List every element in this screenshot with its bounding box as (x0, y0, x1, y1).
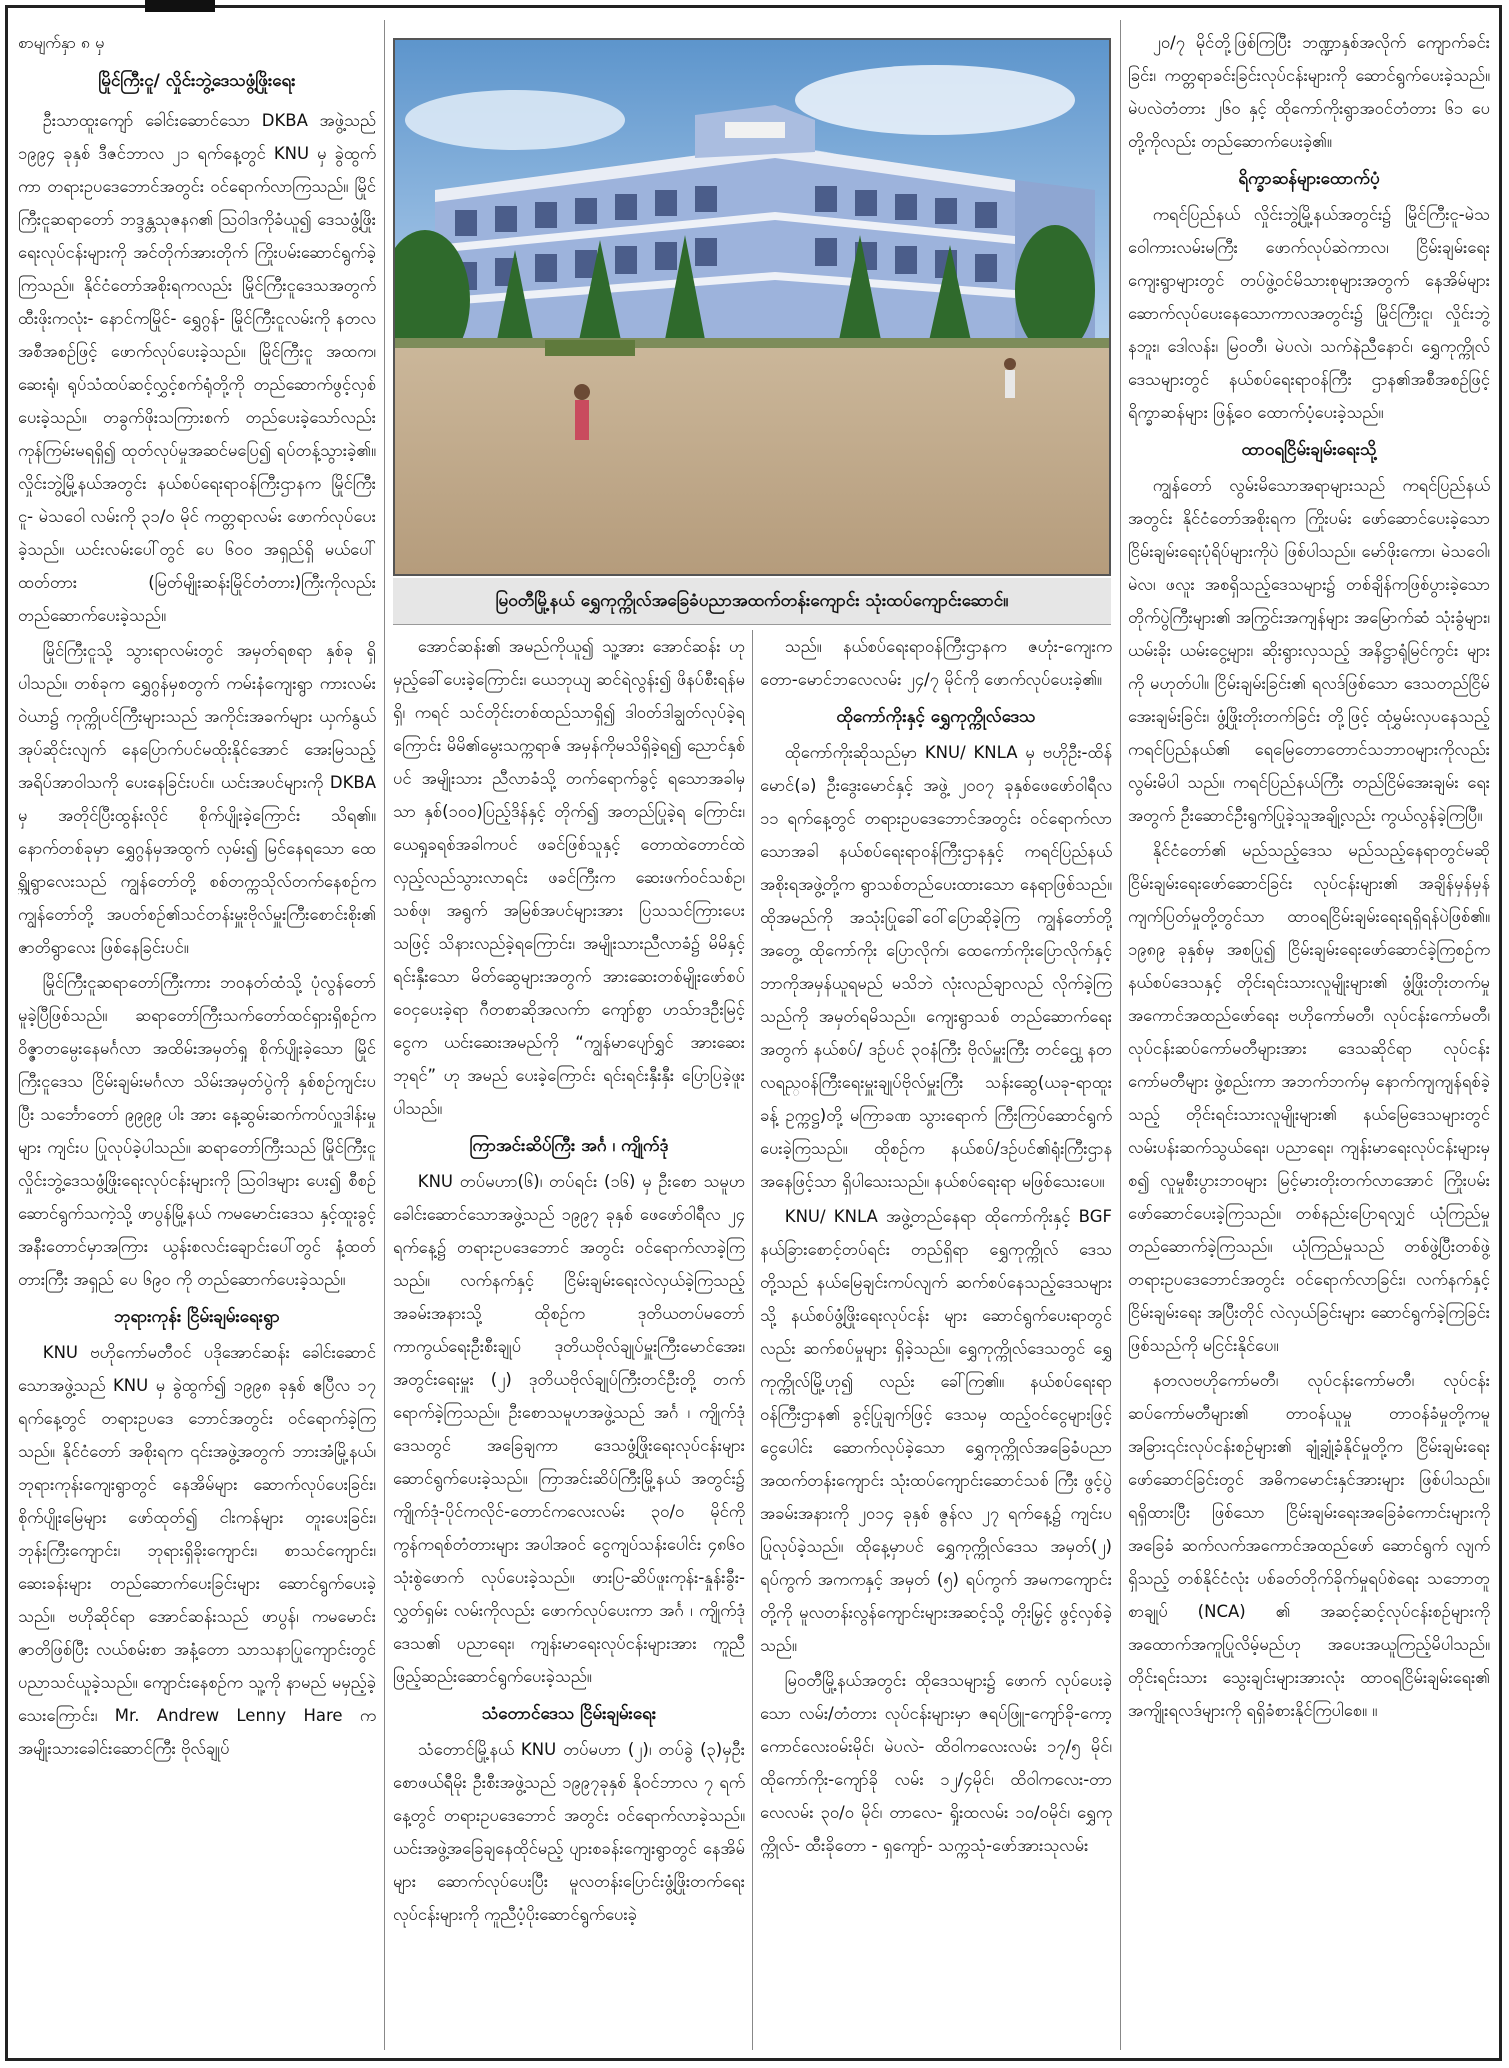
section-heading: ကြာအင်းဆိပ်ကြီး အင်္ဂ ၊ ကျိုက်ဒုံ (469, 1136, 669, 1156)
column-rule (1120, 20, 1121, 2050)
paragraph: သည်။ နယ်စပ်ရေးရာဝန်ကြီးဌာနက ဇဟုံး-ကျေးကတော-မောင်ဘလေလမ်း ၂၄/၇ မိုင်ကို ဖောက်လုပ်ပေးခဲ့၏။ (760, 637, 1112, 689)
paragraph: ထိုကော်ကိုးဆိုသည်မှာ KNU/ KNLA မှ ဗဟိုဦး-ထိန်မောင်(ခ) ဦးဒွေးမောင်နှင့် အဖွဲ့ ၂၀၀၇ ခုနှစ်ဖေဖော်ဝါရီလ ၁၁ ရက်နေ့တွင် တရားဥပဒေဘောင်အတွင်း ဝင်ရောက်လာသောအခါ နယ်စပ်ရေးရာဝန်ကြီးဌာနနှင့် ကရင်ပြည်နယ် အစိုးရအဖွဲ့တို့က ရွာသစ်တည်ပေးထားသော နေရာဖြစ်သည်။ ထိုအမည်ကို အသုံးပြုခေါ်ဝေါ်ပြောဆိုခဲ့ကြ ကျွန်တော်တို့အတွေ့ ထိုကော်ကိုး ပြောလိုက်၊ ထေကော်ကိုးပြောလိုက်နှင့် ဘာကိုအမှန်ယူရမည် မသိဘဲ လုံးလည်ချာလည် လိုက်ခဲ့ကြသည်ကို အမှတ်ရမိသည်။ ကျေးရွာသစ် တည်ဆောက်ရေး အတွက် နယ်စပ်/ ဒဉ်ပင် ၃၀နံကြီး ဗိုလ်မှူးကြီး တင်ဌွေ၊ နတလရည္ဝန်ကြီးရေးမှူးချုပ်ဗိုလ်မှူးကြီး သန်းဆွေ(ယခု-ရာထူးခန့် ဥက္ကဋ္ဌ)တို့ မကြာခဏ သွားရောက် ကြီးကြပ်ဆောင်ရွက်ပေးခဲ့ကြသည်။ ထိုစဉ်က နယ်စပ်/ဒဉ်ပင်၏ရုံးကြီးဌာနအနေဖြင့်သာ ရှိပါသေးသည်။ နယ်စပ်ရေးရာ မဖြစ်သေးပေ။ (760, 743, 1112, 1191)
section-heading: သံတောင်ဒေသ ငြိမ်းချမ်းရေး (481, 1704, 657, 1724)
paragraph: မြဝတီမြို့နယ်အတွင်း ထိုဒေသများ၌ ဖောက် လုပ်ပေးခဲ့သော လမ်း/တံတား လုပ်ငန်းများမှာ ဇရပ်ဖြူ-ကျော်ခို-ကော့ကောင်လေးဝမ်းမိုင်၊ မဲပလဲ- ထိဝါကလေးလမ်း ၁၇/၅ မိုင်၊ ထိုကော်ကိုး-ကျော်ခို လမ်း ၁၂/၄မိုင်၊ ထိဝါကလေး-တာလေလမ်း ၃၀/၀ မိုင်၊ တာလေ- ရှိုးထလမ်း ၁၀/၀မိုင်၊ ရွှေကုက္ကိုလ်- ထီးခိုတော - ရှကျော်- သက္ကသုံ-ဖော်အားသုလမ်း (760, 1671, 1112, 1855)
column-3 (760, 630, 1112, 2048)
paragraph: ဦးသာထူးကျော် ခေါင်းဆောင်သော DKBA အဖွဲ့သည် ၁၉၉၄ ခုနှစ် ဒီဇင်ဘာလ ၂၁ ရက်နေ့တွင် KNU မှ ခွဲထွက်ကာ တရားဥပဒေဘောင်အတွင်း ဝင်ရောက်လာကြသည်။ မြိုင်ကြီးငူဆရာတော် ဘဒ္ဒန္တသုဇနၵ၏ ဩဝါဒကိုခံယူ၍ ဒေသဖွံ့ဖြိုးရေးလုပ်ငန်းများကို အင်တိုက်အားတိုက် ကြိုးပမ်းဆောင်ရွက်ခဲ့ကြသည်။ နိုင်ငံတော်အစိုးရကလည်း မြိုင်ကြီးငူဒေသအတွက် ထီးဖိုးကလုံး- နောင်ကမြိုင်- ရွှေဂွန်- မြိုင်ကြီးငူလမ်းကို နတလအစီအစဉ်ဖြင့် ဖောက်လုပ်ပေးခဲ့သည်။ မြိုင်ကြီးငူ အထက၊ ဆေးရုံ၊ ရုပ်သံထပ်ဆင့်လွှင့်စက်ရုံတို့ကို တည်ဆောက်ဖွင့်လှစ်ပေးခဲ့သည်။ တခွက်ဖိုးသကြားစက် တည်ပေးခဲ့သော်လည်း ကုန်ကြမ်းမရရှိ၍ ထုတ်လုပ်မှုအဆင်မပြေ၍ ရပ်တန့်သွားခဲ့၏။ လှိုင်းဘွဲ့မြို့နယ်အတွင်း နယ်စပ်ရေးရာဝန်ကြီးဌာနက မြိုင်ကြီးငူ- မဲသဝေါ လမ်းကို ၃၁/၀ မိုင် ကတ္တရာလမ်း ဖောက်လုပ်ပေးခဲ့သည်။ ယင်းလမ်းပေါ်တွင် ပေ ၆၀၀ အရှည်ရှိ မယ်ပေါ်ထတ်တား (မြတ်မျိုးဆန်းမြိုင်တံတား)ကြီးကိုလည်း တည်ဆောက်ပေးခဲ့သည်။ (18, 111, 376, 625)
column-2 (393, 630, 745, 2048)
section-heading: ထာဝရငြိမ်းချမ်းရေးသို့ (1241, 440, 1377, 460)
paragraph: နိုင်ငံတော်၏ မည်သည့်ဒေသ မည်သည့်နေရာတွင်မဆို ငြိမ်းချမ်းရေးဖော်ဆောင်ခြင်း လုပ်ငန်းများ၏ အချိန်မှန်မှန်ကျက်ပြတ်မှုတို့တွင်သာ ထာဝရငြိမ်းချမ်းရေးရရှိရန်ပဲဖြစ်၏။ ၁၉၈၉ ခုနှစ်မှ အစပြု၍ ငြိမ်းချမ်းရေးဖော်ဆောင်ခဲ့ကြစဉ်က နယ်စပ်ဒေသနှင့် တိုင်းရင်းသားလူမျိုးများ၏ ဖွံ့ဖြိုးတိုးတက်မှု အကောင်အထည်ဖော်ရေး ဗဟိုကော်မတီ၊ လုပ်ငန်းကော်မတီ၊ လုပ်ငန်းဆပ်ကော်မတီများအား ဒေသဆိုင်ရာ လုပ်ငန်းကော်မတီများ ဖွဲ့စည်းကာ အဘက်ဘက်မှ နောက်ကျကျန်ရစ်ခဲ့သည့် တိုင်းရင်းသားလူမျိုးများ၏ နယ်မြေဒေသများတွင် လမ်းပန်းဆက်သွယ်ရေး၊ ပညာရေး၊ ကျန်းမာရေးလုပ်ငန်းများမှစ၍ လူမှုစီးပွားဘဝများ မြင့်မားတိုးတက်လာအောင် ကြိုးပမ်းဖော်ဆောင်ပေးခဲ့ကြသည်။ တစ်နည်းပြောရလျှင် ယုံကြည်မှု တည်ဆောက်ခဲ့ကြသည်။ ယုံကြည်မှုသည် တစ်ဖွဲ့ပြီးတစ်ဖွဲ့ တရားဥပဒေဘောင်အတွင်း ဝင်ရောက်လာခြင်း၊ လက်နက်နှင့် ငြိမ်းချမ်းရေး အပြီးတိုင် လဲလှယ်ခြင်းများ ဆောင်ရွက်ခဲ့ကြခြင်း ဖြစ်သည်ကို မငြင်းနိုင်ပေ။ (1128, 841, 1490, 1355)
paragraph: ကျွန်တော် လွမ်းမိသောအရာများသည် ကရင်ပြည်နယ်အတွင်း နိုင်ငံတော်အစိုးရက ကြိုးပမ်း ဖော်ဆောင်ပေးခဲ့သော ငြိမ်းချမ်းရေးပုံရိပ်များကိုပဲ ဖြစ်ပါသည်။ မော်ဖိုးကော၊ မဲသဝေါ၊ မဲလ၊ ဖလူး အစရှိသည့်ဒေသများ၌ တစ်ချိန်ကဖြစ်ပွားခဲ့သော တိုက်ပွဲကြီးများ၏ အကြွင်းအကျန်များ အမြောက်ဆံ သုံးခွံများ၊ ယမ်းခိုး ယမ်းငွေ့များ၊ ဆိုးရွားလှသည့် အနိဋ္ဌာရုံမြင်ကွင်း များကို မဟုတ်ပါ။ ငြိမ်းချမ်းခြင်း၏ ရလဒ်ဖြစ်သော ဒေသတည်ငြိမ်အေးချမ်းခြင်း၊ ဖွံ့ဖြိုးတိုးတက်ခြင်း တို့ဖြင့် ထုံမွှမ်းလှပနေသည့် ကရင်ပြည်နယ်၏ ရေမြေတောတောင်သဘာဝများကိုလည်း လွမ်းမိပါ သည်။ ကရင်ပြည်နယ်ကြီး တည်ငြိမ်အေးချမ်း ရေးအတွက် ဦးဆောင်ဦးရွက်ပြုခဲ့သူအချို့လည်း ကွယ်လွန်ခဲ့ကြပြီ။ (1128, 476, 1490, 825)
column-rule (752, 630, 753, 2050)
column-rule (384, 20, 385, 2050)
section-heading: မြိုင်ကြီးငူ/ လှိုင်းဘွဲ့ဒေသဖွံ့ဖြိုးရေး (98, 71, 296, 91)
paragraph: နတလဗဟိုကော်မတီ၊ လုပ်ငန်းကော်မတီ၊ လုပ်ငန်းဆပ်ကော်မတီများ၏ တာဝန်ယူမှု တာဝန်ခံမှုတို့ကမူ အခြား၎င်းလုပ်ငန်းစဉ်များ၏ ချုံ့ချုံ့ခံနိုင်မှုတို့က ငြိမ်းချမ်းရေးဖော်ဆောင်ခြင်းတွင် အဓိကမောင်းနှင်အားများ ဖြစ်ပါသည်။ ရရှိထားပြီး ဖြစ်သော ငြိမ်းချမ်းရေးအခြေခံကောင်းများကိုအခြေခံ ဆက်လက်အကောင်အထည်ဖော် ဆောင်ရွက် လျက်ရှိသည့် တစ်နိုင်ငံလုံး ပစ်ခတ်တိုက်ခိုက်မှုရပ်စဲရေး သဘောတူစာချုပ် (NCA) ၏ အဆင့်ဆင့်လုပ်ငန်းစဉ်များကို အထောက်အကူပြုလိမ့်မည်ဟု အပေးအယူကြည့်မိပါသည်။ တိုင်းရင်းသား သွေးချင်းများအားလုံး ထာဝရငြိမ်းချမ်းရေး၏ အကျိုးရလဒ်များကို ရရှိခံစားနိုင်ကြပါစေ။ ။ (1128, 1371, 1490, 1720)
paragraph: ၂၀/၇ မိုင်တို့ဖြစ်ကြပြီး ဘဏ္ဍာနှစ်အလိုက် ကျောက်ခင်းခြင်း၊ ကတ္တရာခင်းခြင်းလုပ်ငန်းများကို ဆောင်ရွက်ပေးခဲ့သည်။ မဲပလဲတံတား ၂၆၀ နှင့် ထိုကော်ကိုးရွာအဝင်တံတား ၆၁ ပေတို့ကိုလည်း တည်ဆောက်ပေးခဲ့၏။ (1128, 33, 1490, 151)
corner-tab (145, 0, 215, 12)
photo-caption: မြဝတီမြို့နယ် ရွှေကုက္ကိုလ်အခြေခံပညာအထက်တန်းကျောင်း သုံးထပ်ကျောင်းဆောင်။ (393, 578, 1111, 625)
column-1 (18, 26, 376, 2054)
paragraph: သံတောင်မြို့နယ် KNU တပ်မဟာ (၂)၊ တပ်ခွဲ (၃)မှဦးစောဖယ်ရီမိုး ဦးစီးအဖွဲ့သည် ၁၉၉၇ခုနှစ် နိုဝင်ဘာလ ၇ ရက်နေ့တွင် တရားဥပဒေဘောင် အတွင်း ဝင်ရောက်လာခဲ့သည်။ ယင်းအဖွဲ့အခြေချနေထိုင်မည့် ပျားစခန်းကျေးရွာတွင် နေအိမ်များ ဆောက်လုပ်ပေးပြီး မူလတန်းပြောင်းဖွံ့ဖြိုးတက်ရေးလုပ်ငန်းများကို ကူညီပံ့ပိုးဆောင်ရွက်ပေးခဲ့ (393, 1740, 745, 1924)
section-heading: ဘုရားကုန်း ငြိမ်းချမ်းရေးရွာ (114, 1307, 280, 1327)
paragraph: KNU ဗဟိုကော်မတီဝင် ပဒိုအောင်ဆန်း ခေါင်းဆောင်သောအဖွဲ့သည် KNU မှ ခွဲထွက်၍ ၁၉၉၈ ခုနှစ် ဧပြီလ ၁၇ ရက်နေ့တွင် တရားဥပဒေ ဘောင်အတွင်း ဝင်ရောက်ခဲ့ကြသည်။ နိုင်ငံတော် အစိုးရက ၎င်းအဖွဲ့အတွက် ဘားအံမြို့နယ်၊ ဘုရားကုန်းကျေးရွာတွင် နေအိမ်များ ဆောက်လုပ်ပေးခြင်း၊ စိုက်ပျိုးမြေများ ဖော်ထုတ်၍ ငါးကန်များ တူးပေးခြင်း၊ ဘုန်းကြီးကျောင်း၊ ဘုရားရှိခိုးကျောင်း၊ စာသင်ကျောင်း၊ ဆေးခန်းများ တည်ဆောက်ပေးခြင်းများ ဆောင်ရွက်ပေးခဲ့သည်။ ဗဟိုဆိုင်ရာ အောင်ဆန်းသည် ဖာပွန်၊ ကမမောင်းဇာတိဖြစ်ပြီး လယ်စမ်းစာ အနံ့တော သာသနာပြုကျောင်းတွင် ပညာသင်ယူခဲ့သည်။ ကျောင်းနေစဉ်က သူ့ကို နာမည် မမှည့်ခဲ့သေးကြောင်း၊ Mr. Andrew Lenny Hare က အမျိုးသားခေါင်းဆောင်ကြီး ဗိုလ်ချုပ် (18, 1343, 376, 1758)
paragraph: မြိုင်ကြီးငူဆရာတော်ကြီးကား ဘဝနတ်ထံသို့ ပုံလွန်တော်မူခဲ့ပြီဖြစ်သည်။ ဆရာတော်ကြီးသက်တော်ထင်ရှားရှိစဉ်က ဝိဇ္ဇာတမ္ပေးနေမင်္ဂလာ အထိမ်းအမှတ်ရှု စိုက်ပျိုးခဲ့သော မြိုင်ကြီးငူဒေသ ငြိမ်းချမ်းမင်္ဂလာ သိမ်းအမှတ်ပွဲကို နှစ်စဉ်ကျင်းပပြီး သင်္ဘောတော် ၉၉၉၉ ပါး အား နေ့ဆွမ်းဆက်ကပ်လှူဒါန်းမှုများ ကျင်းပ ပြုလုပ်ခဲ့ပါသည်။ ဆရာတော်ကြီးသည် မြိုင်ကြီးငူ လှိုင်းဘွဲ့ဒေသဖွံ့ဖြိုးရေးလုပ်ငန်းများကို ဩဝါဒများ ပေး၍ စီစဉ်ဆောင်ရွက်သကဲ့သို့ ဖာပွန်မြို့နယ် ကမမောင်းဒေသ နှင့်ထူးခွင့်အနီးတောင်မှာအကြား ယွန်းစလင်းချောင်းပေါ်တွင် နံ့ထတ်တားကြီး အရှည် ပေ ၆၉၀ ကို တည်ဆောက်ပေးခဲ့သည်။ (18, 973, 376, 1289)
school-building-photo (393, 38, 1111, 576)
column-4 (1128, 26, 1490, 2054)
paragraph: KNU တပ်မဟာ(၆)၊ တပ်ရင်း (၁၆) မှ ဦးစော သမူဟ ခေါင်းဆောင်သောအဖွဲ့သည် ၁၉၉၇ ခုနှစ် ဖေဖော်ဝါရီလ ၂၄ ရက်နေ့၌ တရားဥပဒေဘောင် အတွင်း ဝင်ရောက်လာခဲ့ကြသည်။ လက်နက်နှင့် ငြိမ်းချမ်းရေးလဲလှယ်ခဲ့ကြသည့် အခမ်းအနားသို့ ထိုစဉ်က ဒုတိယတပ်မတော်ကာကွယ်ရေးဦးစီးချုပ် ဒုတိယဗိုလ်ချုပ်မှူးကြီးမောင်အေး၊ အတွင်းရေးမှူး (၂) ဒုတိယဗိုလ်ချုပ်ကြီးတင်ဦးတို့ တက်ရောက်ခဲ့ကြသည်။ ဦးစောသမူဟအဖွဲ့သည် အင်္ဂ ၊ ကျိုက်ဒုံဒေသတွင် အခြေချကာ ဒေသဖွံ့ဖြိုးရေးလုပ်ငန်းများ ဆောင်ရွက်ပေးခဲ့သည်။ ကြာအင်းဆိပ်ကြီးမြို့နယ် အတွင်း၌ ကျိုက်ဒုံ-ပိုင်ကလိုင်-တောင်ကလေးလမ်း ၃၀/၀ မိုင်ကို ကွန်ကရစ်တံတားများ အပါအဝင် ငွေကျပ်သန်းပေါင်း ၄၈၆၀ သုံးစွဲဖောက် လုပ်ပေးခဲ့သည်။ ဖားပြ-ဆိပ်ဖူးကုန်း-နှုန်းခွီး-လွှတ်ရှမ်း လမ်းကိုလည်း ဖောက်လုပ်ပေးကာ အင်္ဂ ၊ ကျိုက်ဒုံဒေသ၏ ပညာရေး၊ ကျန်းမာရေးလုပ်ငန်းများအား ကူညီဖြည့်ဆည်းဆောင်ရွက်ပေးခဲ့သည်။ (393, 1172, 745, 1686)
paragraph: မြိုင်ကြီးငူသို့ သွားရာလမ်းတွင် အမှတ်ရစရာ နှစ်ခု ရှိပါသည်။ တစ်ခုက ရွှေဂွန်မှစတွက် ကမ်းနံကျေးရွာ ကားလမ်းဝဲယာ၌ ကုက္ကိုပင်ကြီးများသည် အကိုင်းအခက်များ ယှက်နွယ်အုပ်ဆိုင်းလျက် နေပြောက်ပင်မထိုးနိုင်အောင် အေးမြသည့် အရိပ်အာဝါသကို ပေးနေခြင်းပင်။ ယင်းအပင်များကို DKBA မှ အတိုင်ပြီးထွန်းလိုင် စိုက်ပျိုးခဲ့ကြောင်း သိရ၏။ နောက်တစ်ခုမှာ ရွှေဂွန်မှအထွက် လှမ်း၍ မြင်နေရသော ထေရ္ကိုရွာလေးသည် ကျွန်တော်တို့ စစ်တက္ကသိုလ်တက်နေစဉ်က ကျွန်တော်တို့ အပတ်စဉ်၏သင်တန်းမှူးဗိုလ်မှူးကြီးစောင်းစိုး၏ ဇာတိရွာလေး ဖြစ်နေခြင်းပင်။ (18, 641, 376, 957)
section-heading: ထိုကော်ကိုးနှင့် ရွှေကုက္ကိုလ်ဒေသ (836, 707, 1036, 727)
paragraph: ကရင်ပြည်နယ် လှိုင်းဘွဲ့မြို့နယ်အတွင်း၌ မြိုင်ကြီးငူ-မဲသဝေါကားလမ်းမကြီး ဖောက်လုပ်ဆဲကာလ၊ ငြိမ်းချမ်းရေးကျေးရွာများတွင် တပ်ဖွဲ့ဝင်မိသားစုများအတွက် နေအိမ်များ ဆောက်လုပ်ပေးနေသောကာလအတွင်း၌ မြိုင်ကြီးငူ၊ လှိုင်းဘွဲ့ နဘူး၊ ဒေါလန်း၊ မြဝတီ၊ မဲပလဲ၊ သက်နဲညီနောင်၊ ရွှေကုက္ကိုလ်ဒေသများတွင် နယ်စပ်ရေးရာဝန်ကြီး ဌာန၏အစီအစဉ်ဖြင့် ရိက္ခာဆန်များ ဖြန့်ဝေ ထောက်ပံ့ပေးခဲ့သည်။ (1128, 205, 1490, 422)
continued-from: စာမျက်နှာ ၈ မှ (18, 33, 105, 52)
paragraph: အောင်ဆန်း၏ အမည်ကိုယူ၍ သူ့အား အောင်ဆန်း ဟု မှည့်ခေါ်ပေးခဲ့ကြောင်း၊ ယေဘုယျ ဆင်ရဲလွန်း၍ ဖိနပ်စီးရန်မရှိ၊ ကရင် သင်တိုင်းတစ်ထည်သာရှိ၍ ဒါ၀တ်ဒါချွတ်လုပ်ခဲ့ရကြောင်း မိမိ၏မွေးသက္ကရာဇ် အမှန်ကိုမသိရှိခဲ့ရ၍ ညောင်နှစ်ပင် အမျိုးသား ညီလာခံသို့ တက်ရောက်ခွင့် ရသောအခါမှသာ နှစ်(၁၀၀)ပြည့်ဒိန်နှင့် တိုက်၍ အတည်ပြုခဲ့ရ ကြောင်း၊ ယေရှုခရစ်အခါကပင် ဖခင်ဖြစ်သူနှင့် တောထဲတောင်ထဲ လှည့်လည်သွားလာရင်း ဖခင်ကြီးက ဆေးဖက်ဝင်သစ်ဥ၊ သစ်ဖု၊ အရွက် အမြစ်အပင်များအား ပြသသင်ကြားပေးသဖြင့် သိနားလည်ခဲ့ရကြောင်း၊ အမျိုးသားညီလာခံ၌ မိမိနှင့်ရင်းနှီးသော မိတ်ဆွေများအတွက် အားဆေးတစ်မျိုးဖော်စပ်ဝေငှပေးခဲ့ရာ ဂီတစာဆိုအလက်ာ ကျော်စွာ ဟသ်ာဒဦးမြင့်ငွေက ယင်းဆေးအမည်ကို “ကျွန်မာပျော်ရွှင် အားဆေးဘုရင်” ဟု အမည် ပေးခဲ့ကြောင်း ရင်းရင်းနှီးနှီး ပြောပြခဲ့ဖူးပါသည်။ (393, 637, 745, 1118)
paragraph: KNU/ KNLA အဖွဲ့တည်နေရာ ထိုကော်ကိုးနှင့် BGF နယ်ခြားစောင့်တပ်ရင်း တည်ရှိရာ ရွှေကုက္ကိုလ် ဒေသတို့သည် နယ်မြေချင်းကပ်လျက် ဆက်စပ်နေသည့်ဒေသများသို့ နယ်စပ်ဖွံ့ဖြိုးရေးလုပ်ငန်း များ ဆောင်ရွက်ပေးရာတွင်လည်း ဆက်စပ်မှုများ ရှိခဲ့သည်။ ရွှေကုက္ကိုလ်ဒေသတွင် ရွှေကုက္ကိုလ်မြို့ဟု၍ လည်း ခေါ်ကြ၏။ နယ်စပ်ရေးရာဝန်ကြီးဌာန၏ ခွင့်ပြုချက်ဖြင့် ဒေသမှ ထည့်ဝင်ငွေများဖြင့် ငွေပေါင်း ဆောက်လုပ်ခဲ့သော ရွှေကုက္ကိုလ်အခြေခံပညာ အထက်တန်းကျောင်း သုံးထပ်ကျောင်းဆောင်သစ် ကြီး ဖွင့်ပွဲအခမ်းအနားကို ၂၀၁၄ ခုနှစ် ဇွန်လ ၂၇ ရက်နေ့၌ ကျင်းပပြုလုပ်ခဲ့သည်။ ထိုနေ့မှာပင် ရွှေကုက္ကိုလ်ဒေသ အမှတ်(၂) ရပ်ကွက် အကကနှင့် အမှတ် (၅) ရပ်ကွက် အမကကျောင်းတို့ကို မူလတန်းလွန်ကျောင်းများအဆင့်သို့ တိုးမြှင့် ဖွင့်လှစ်ခဲ့သည်။ (760, 1207, 1112, 1655)
section-heading: ရိက္ခာဆန်များထောက်ပံ့ (1238, 169, 1380, 189)
